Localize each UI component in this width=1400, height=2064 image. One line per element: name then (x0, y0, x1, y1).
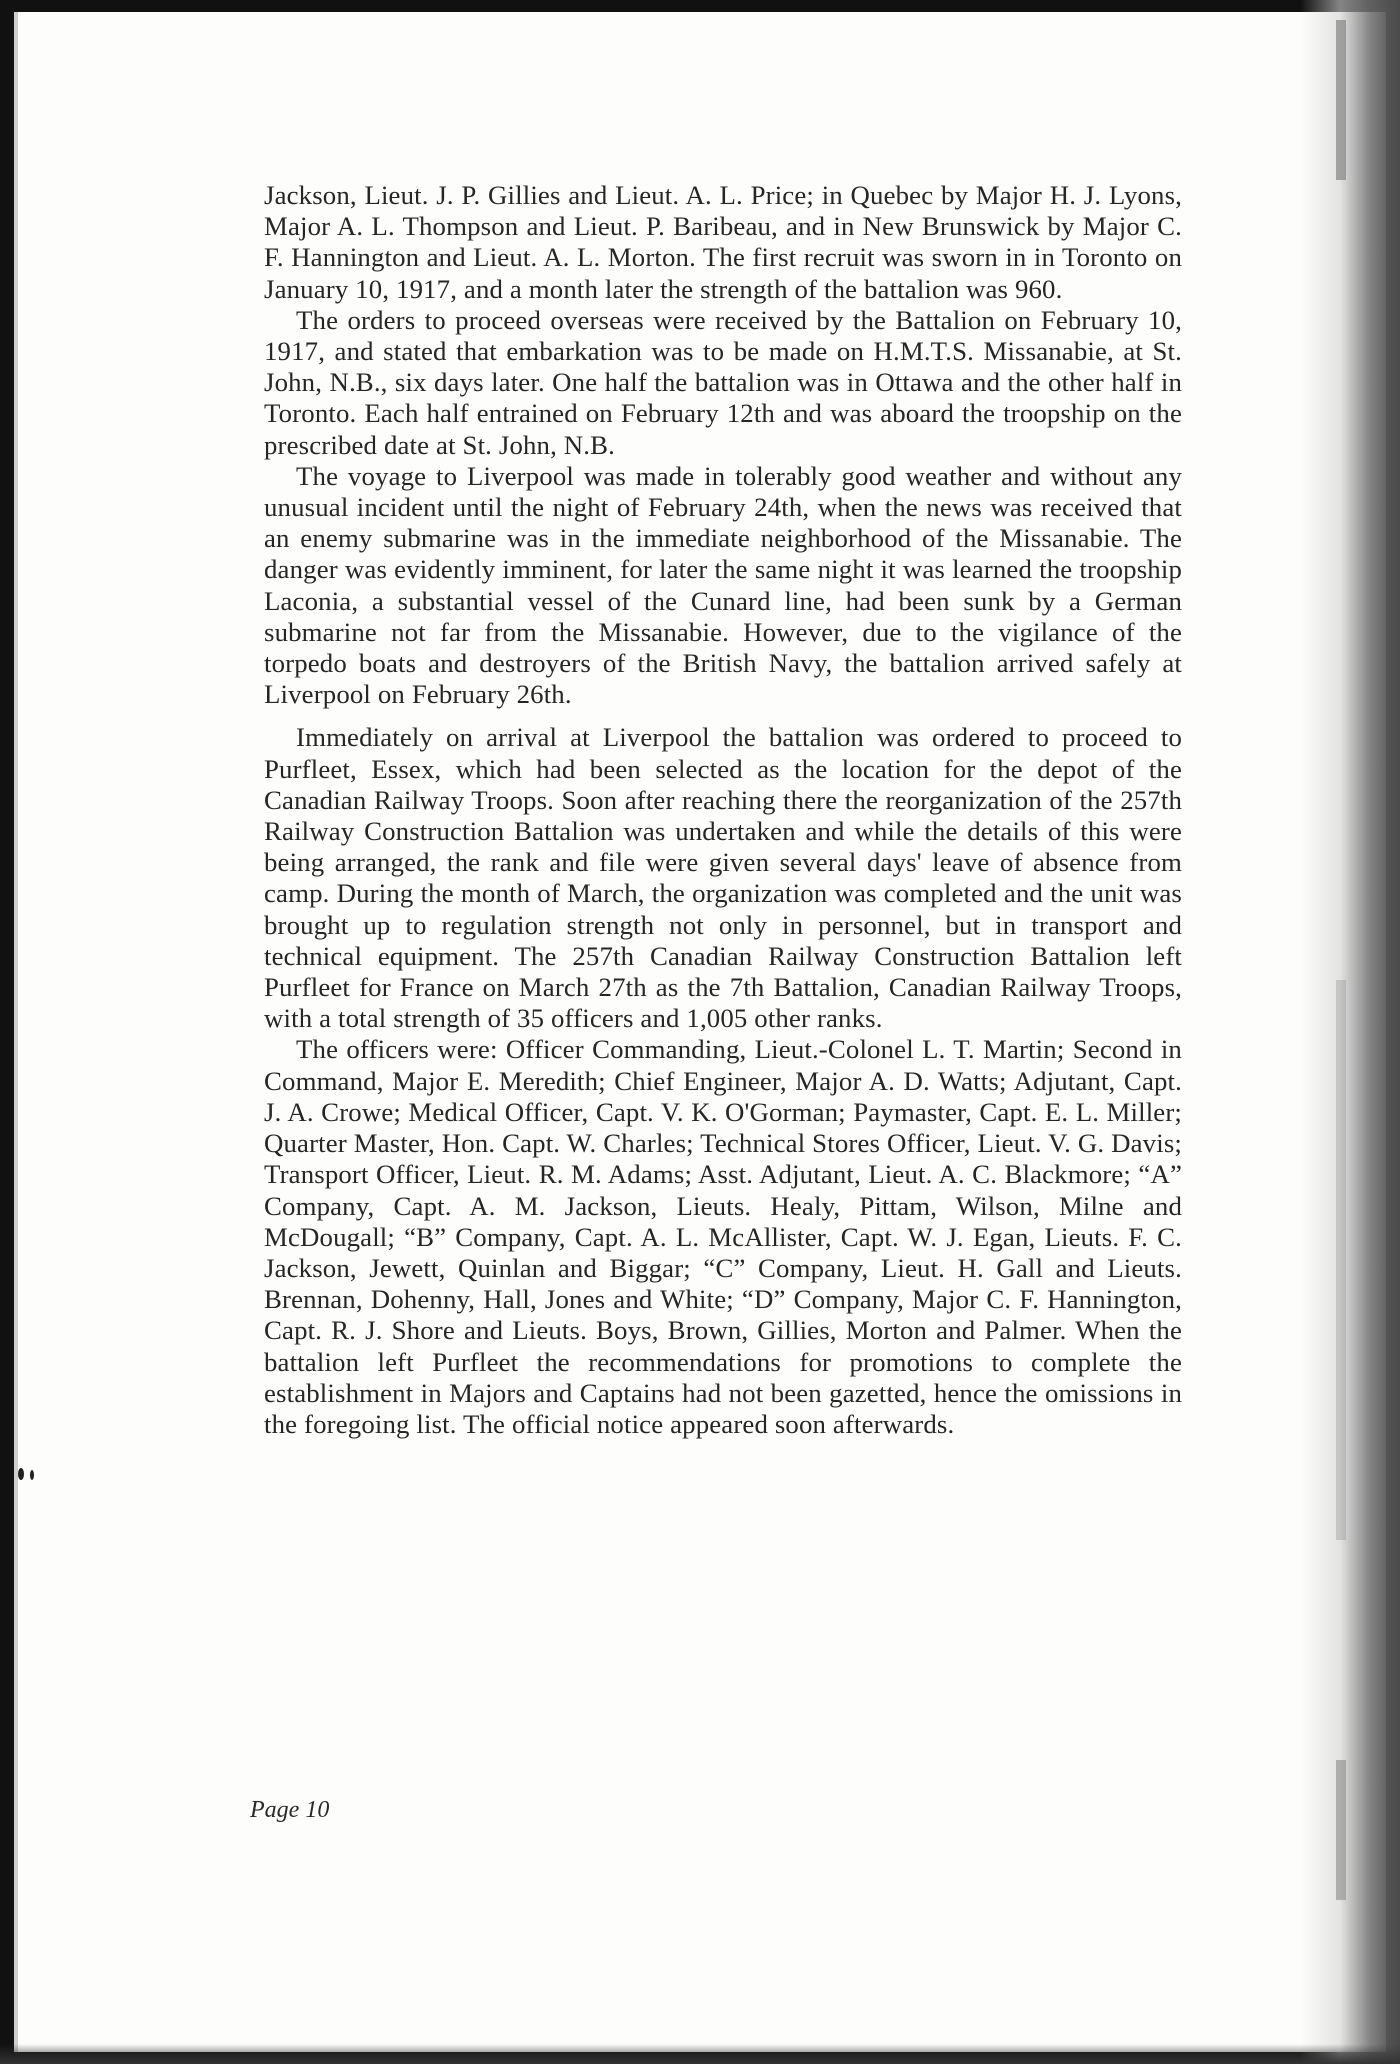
edge-shadow-streak (1336, 20, 1346, 180)
scan-speck (18, 1468, 24, 1480)
paragraph-5: The officers were: Officer Commanding, Lieut.-Colonel L. T. Martin; Second in Command, Major E. Meredith; Chief Engineer, Major A. D. Watts; Adjutant, Capt. J. A. Crowe; Medical Officer, Capt. V. K. O'Gorman; Paymaster, Capt. E. L. Miller; Quarter Master, Hon. Capt. W. Charles; Technical Stores Officer, Lieut. V. G. Davis; Transport Officer, Lieut. R. M. Adams; Asst. Adjutant, Lieut. A. C. Blackmore; “A” Company, Capt. A. M. Jackson, Lieuts. Healy, Pittam, Wilson, Milne and McDougall; “B” Company, Capt. A. L. McAllister, Capt. W. J. Egan, Lieuts. F. C. Jackson, Jewett, Quinlan and Biggar; “C” Company, Lieut. H. Gall and Lieuts. Brennan, Dohenny, Hall, Jones and White; “D” Company, Major C. F. Hannington, Capt. R. J. Shore and Lieuts. Boys, Brown, Gillies, Morton and Palmer. When the battalion left Purfleet the recommendations for promotions to complete the establishment in Majors and Captains had not been gazetted, hence the omissions in the foregoing list. The official notice appeared soon afterwards. (264, 1034, 1182, 1439)
paragraph-4: Immediately on arrival at Liverpool the battalion was ordered to proceed to Purfleet, Essex, which had been selected as the location for the depot of the Canadian Railway Troops. Soon after reaching there the reorganization of the 257th Railway Construction Battalion was undertaken and while the details of this were being arranged, the rank and file were given several days' leave of absence from camp. During the month of March, the organization was completed and the unit was brought up to regulation strength not only in personnel, but in transport and technical equipment. The 257th Canadian Railway Construction Battalion left Purfleet for France on March 27th as the 7th Battalion, Canadian Railway Troops, with a total strength of 35 officers and 1,005 other ranks. (264, 722, 1182, 1034)
paragraph-3: The voyage to Liverpool was made in tolerably good weather and without any unusual incident until the night of February 24th, when the news was received that an enemy submarine was in the immediate neighborhood of the Missanabie. The danger was evidently imminent, for later the same night it was learned the troopship Laconia, a substantial vessel of the Cunard line, had been sunk by a German submarine not far from the Missanabie. However, due to the vigilance of the torpedo boats and destroyers of the British Navy, the battalion arrived safely at Liverpool on February 26th. (264, 460, 1182, 710)
scan-speck (30, 1470, 34, 1480)
page-bottom-edge (0, 2044, 1400, 2064)
paragraph-1: Jackson, Lieut. J. P. Gillies and Lieut. A. L. Price; in Quebec by Major H. J. Lyons, Major A. L. Thompson and Lieut. P. Baribeau, and in New Brunswick by Major C. F. Hannington and Lieut. A. L. Morton. The first recruit was sworn in in Toronto on January 10, 1917, and a month later the strength of the battalion was 960. (264, 180, 1182, 304)
edge-shadow-streak (1336, 1760, 1346, 1900)
edge-shadow-streak (1336, 980, 1346, 1540)
paragraph-2: The orders to proceed overseas were received by the Battalion on February 10, 1917, and stated that embarkation was to be made on H.M.T.S. Missanabie, at St. John, N.B., six days later. One half the battalion was in Ottawa and the other half in Toronto. Each half entrained on February 12th and was aboard the troopship on the prescribed date at St. John, N.B. (264, 304, 1182, 460)
page-number: Page 10 (250, 1797, 330, 1823)
page-binding-edge (1300, 0, 1400, 2064)
body-text (264, 180, 1182, 1440)
